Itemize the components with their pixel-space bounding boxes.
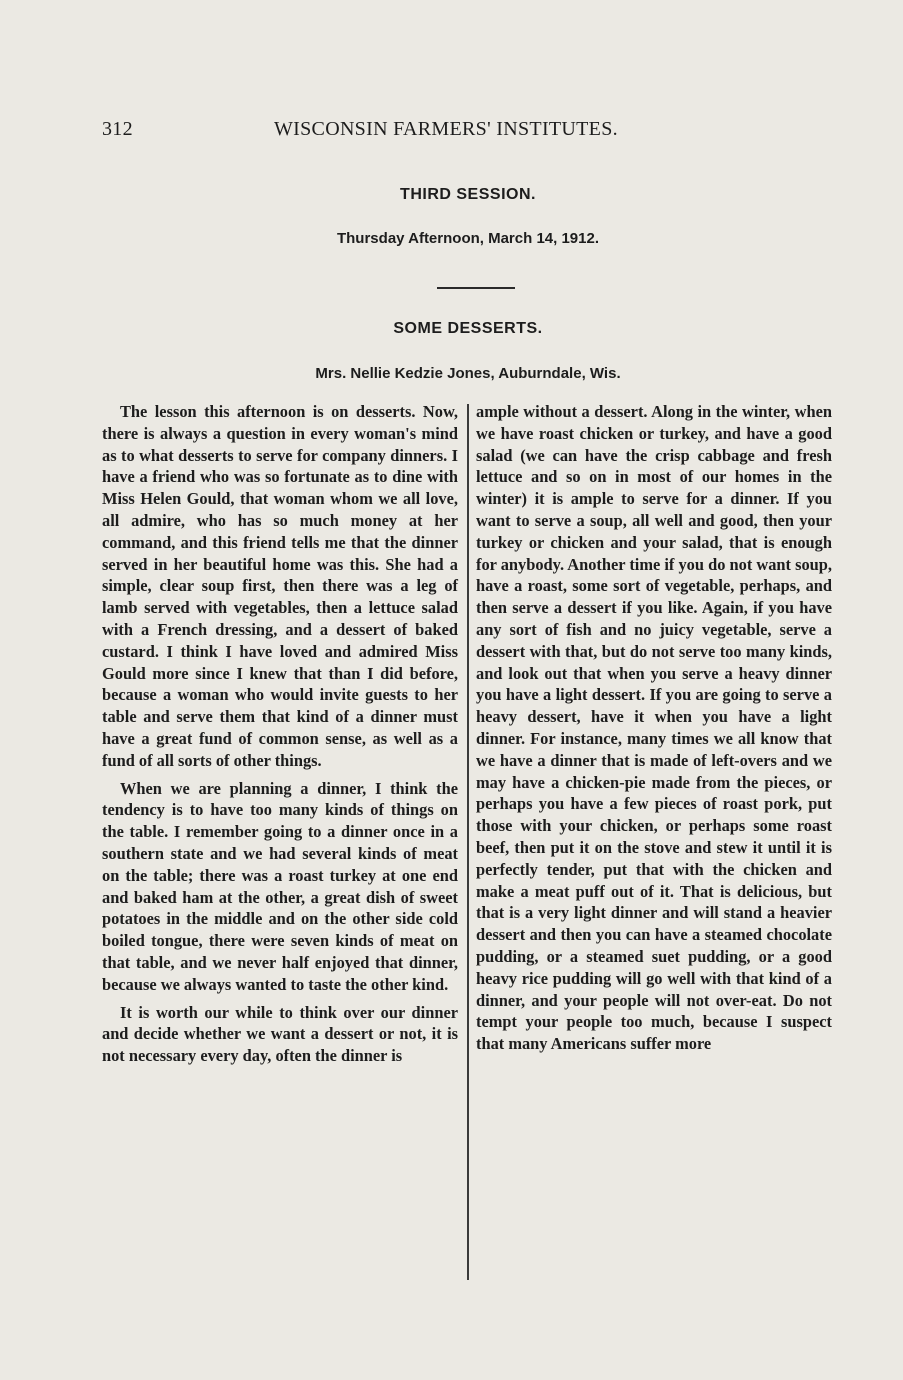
- right-column: [476, 401, 832, 1055]
- running-title: WISCONSIN FARMERS' INSTITUTES.: [274, 118, 618, 140]
- paragraph: ample without a dessert. Along in the winter, when we have roast chicken or turkey, and have a good salad (we can have the crisp cabbage and fresh lettuce and so on in most of our homes in the winter) it is ample to serve for a dinner. If you want to serve a soup, all well and good, then your turkey or chicken and your salad, that is enough for anybody. Another time if you do not want soup, have a roast, some sort of vegetable, perhaps, and then serve a dessert if you like. Again, if you have any sort of fish and no juicy vegetable, serve a dessert with that, but do not serve too many kinds, and look out that when you serve a heavy dinner you have a light dessert. If you are going to serve a heavy dessert, have it when you have a light dinner. For instance, many times we all know that we have a dinner that is made of left-overs and we may have a chicken-pie made from the pieces, or perhaps you have a few pieces of roast pork, put those with your chicken, or perhaps some roast beef, then put it on the stove and stew it until it is perfectly tender, put that with the chicken and make a meat puff out of it. That is delicious, but that is a very light dinner and will stand a heavier dessert and then you can have a steamed chocolate pudding, or a steamed suet pudding, or a good heavy rice pudding will go well with that kind of a dinner, and your people will not over-eat. Do not tempt your people too much, because I suspect that many Americans suffer more: [476, 402, 832, 1054]
- page-header: [102, 118, 834, 144]
- left-column: [102, 401, 458, 1067]
- session-date: Thursday Afternoon, March 14, 1912.: [336, 230, 600, 247]
- paragraph: It is worth our while to think over our dinner and decide whether we want a dessert or not, it is not necessary every day, often the dinner is: [102, 1002, 458, 1066]
- paragraph: The lesson this afternoon is on desserts. Now, there is always a question in every woman's mind as to what desserts to serve for company dinners. I have a friend who was so fortunate as to dine with Miss Helen Gould, that woman whom we all love, all admire, who has so much money at her command, and this friend tells me that the dinner served in her beautiful home was this. She had a simple, clear soup first, then there was a leg of lamb served with vegetables, then a lettuce salad with a French dressing, and a dessert of baked custard. I think I have loved and admired Miss Gould more since I knew that than I did before, because a woman who would invite guests to her table and serve them that kind of a dinner must have a great fund of common sense, as well as a fund of all sorts of other things.: [102, 402, 458, 770]
- section-rule: [437, 287, 515, 289]
- paragraph: When we are planning a dinner, I think the tendency is to have too many kinds of things on the table. I remember going to a dinner once in a southern state and we had several kinds of meat on the table; there was a roast turkey at one end and baked ham at the other, a great dish of sweet potatoes in the middle and on the other side cold boiled tongue, there were seven kinds of meat on that table, and we never half enjoyed that dinner, because we always wanted to taste the other kind.: [102, 778, 458, 994]
- column-divider: [467, 404, 469, 1280]
- session-title: THIRD SESSION.: [400, 186, 536, 203]
- page-number: 312: [102, 118, 133, 140]
- article-title: SOME DESSERTS.: [393, 320, 543, 337]
- article-byline: Mrs. Nellie Kedzie Jones, Auburndale, Wis.: [315, 365, 621, 382]
